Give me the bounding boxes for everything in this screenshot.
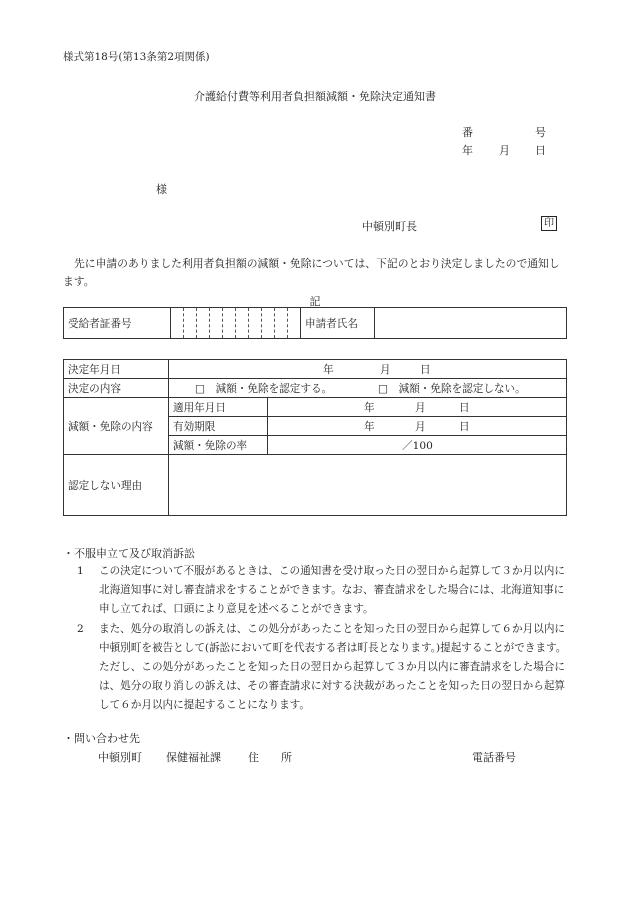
rate-field[interactable]	[268, 436, 567, 455]
year-label: 年	[462, 144, 473, 157]
month-label: 月	[499, 144, 510, 157]
apply-month: 月	[415, 402, 426, 414]
option-approve-checkbox[interactable]: □ 減額・免除を認定する。	[195, 383, 333, 395]
decision-options	[173, 379, 562, 397]
intro-paragraph: 先に申請のありました利用者負担額の減額・免除については、下記のとおり決定しましたので通知します。	[63, 257, 560, 288]
digit-cell[interactable]	[184, 308, 197, 339]
decision-date-label: 決定年月日	[64, 360, 169, 379]
number-label-go: 号	[535, 126, 546, 139]
issuer-name: 中頓別町長	[362, 220, 417, 233]
apply-date-label: 適用年月日	[169, 398, 268, 417]
appeal-item-1-text: この決定について不服があるときは、この通知書を受け取った日の翌日から起算して３か月以内に北海道知事に対し審査請求をすることができます。なお、審査請求をした場合には、北海道知事に申し立てれば、口頭により意見を述べることができます。	[99, 565, 565, 615]
digit-cell[interactable]	[223, 308, 236, 339]
decision-content-field	[169, 379, 567, 398]
valid-period-field[interactable]	[268, 417, 567, 436]
recipient-suffix: 様	[156, 183, 167, 196]
appeal-item-1	[63, 562, 569, 619]
appeal-item-2-number: 2	[77, 623, 84, 635]
digit-cell[interactable]	[275, 308, 288, 339]
digit-cell[interactable]	[288, 308, 301, 339]
applicant-name-label: 申請者氏名	[301, 308, 375, 339]
decision-year: 年	[323, 364, 334, 376]
digit-cell[interactable]	[236, 308, 249, 339]
decision-date-field[interactable]	[169, 360, 567, 379]
digit-cell[interactable]	[249, 308, 262, 339]
valid-period-values	[272, 417, 562, 435]
apply-year: 年	[364, 402, 375, 414]
denial-reason-field[interactable]	[169, 455, 567, 516]
decision-date-values	[173, 360, 562, 378]
day-label: 日	[535, 144, 546, 157]
reduction-content-label: 減額・免除の内容	[64, 398, 169, 455]
digit-cell[interactable]	[197, 308, 210, 339]
appeal-item-2	[63, 620, 569, 715]
appeal-item-2-text: また、処分の取消しの訴えは、この処分があったことを知った日の翌日から起算して６か月以内に中頓別町を被告として(訴訟において町を代表する者は町長となります。)提起することができます。ただし、この処分があったことを知った日の翌日から起算して３か月以内に審査請求をした場合には、処分の取り消しの訴えは、その審査請求に対する決裁があったことを知った日の翌日から起算して６か月以内に提起することになります。	[99, 623, 567, 711]
number-label-ban: 番	[462, 126, 473, 139]
denial-reason-label: 認定しない理由	[64, 455, 169, 516]
digit-cell[interactable]	[171, 308, 184, 339]
apply-day: 日	[459, 402, 470, 414]
rate-denominator: ／100	[402, 440, 433, 452]
valid-month: 月	[415, 421, 426, 433]
valid-period-label: 有効期限	[169, 417, 268, 436]
ki-heading: 記	[309, 295, 321, 308]
appeal-item-1-number: 1	[77, 565, 84, 577]
digit-cell[interactable]	[210, 308, 223, 339]
contact-town: 中頓別町	[98, 751, 142, 764]
form-number: 様式第18号(第13条第2項関係)	[63, 51, 210, 63]
rate-label: 減額・免除の率	[169, 436, 268, 455]
decision-month: 月	[380, 364, 391, 376]
appeal-heading: ・不服申立て及び取消訴訟	[63, 547, 195, 560]
decision-content-label: 決定の内容	[64, 379, 169, 398]
seal-stamp: 印	[541, 216, 557, 231]
rate-values	[272, 436, 562, 454]
apply-date-values	[272, 398, 562, 416]
apply-date-field[interactable]	[268, 398, 567, 417]
contact-address-label: 住 所	[248, 751, 292, 764]
applicant-name-field[interactable]	[375, 308, 567, 339]
valid-year: 年	[364, 421, 375, 433]
option-deny-checkbox[interactable]: □ 減額・免除を認定しない。	[378, 383, 526, 395]
contact-phone-label: 電話番号	[472, 751, 516, 764]
contact-line	[0, 749, 630, 767]
decision-day: 日	[420, 364, 431, 376]
recipient-number-label	[64, 308, 171, 339]
document-title: 介護給付費等利用者負担額減額・免除決定通知書	[194, 90, 436, 103]
contact-dept: 保健福祉課	[166, 751, 221, 764]
contact-heading: ・問い合わせ先	[63, 732, 140, 745]
valid-day: 日	[459, 421, 470, 433]
digit-cell[interactable]	[262, 308, 275, 339]
recipient-table	[63, 307, 567, 339]
decision-table	[63, 359, 567, 516]
recipient-number-label-text: 受給者証番号	[68, 317, 132, 330]
